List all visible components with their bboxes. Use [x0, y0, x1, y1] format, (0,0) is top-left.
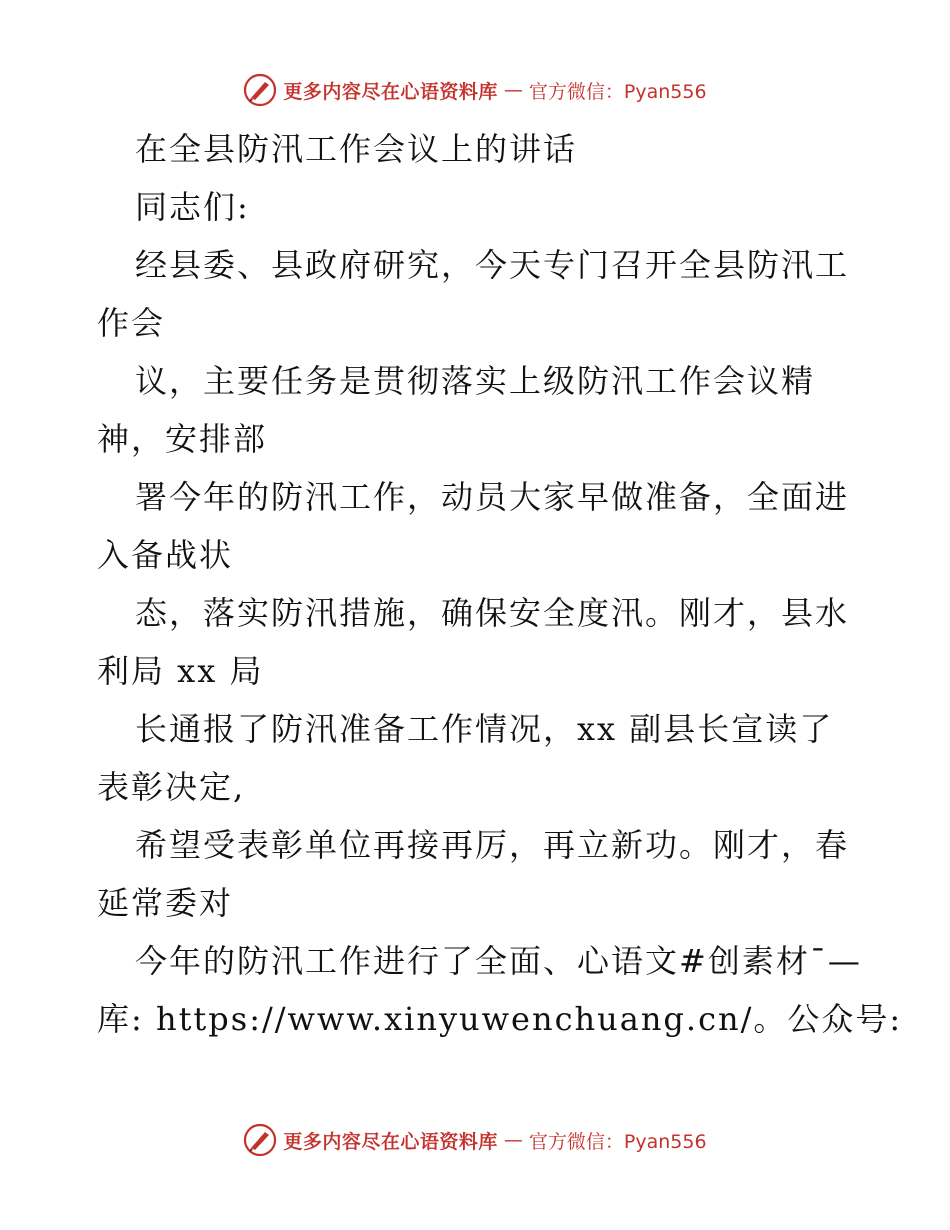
footer-watermark-banner [0, 1120, 950, 1160]
paragraph-line: 入备战状 [97, 536, 234, 574]
banner-separator: — [503, 79, 523, 101]
paragraph-line: 库: https://www.xinyuwenchuang.cn/。公众号: [97, 1000, 903, 1038]
paragraph-line: 神，安排部 [97, 420, 268, 458]
header-watermark-banner [0, 70, 950, 110]
banner-separator: — [503, 1129, 523, 1151]
paragraph-line: 表彰决定, [97, 768, 246, 806]
document-title: 在全县防汛工作会议上的讲话 [135, 130, 578, 168]
paragraph-line: 态，落实防汛措施，确保安全度汛。刚才，县水 [135, 594, 850, 632]
paragraph-line: 利局 xx 局 [97, 652, 264, 690]
banner-title: 更多内容尽在心语资料库 [283, 1130, 498, 1153]
paragraph-line: 作会 [97, 304, 166, 342]
salutation: 同志们: [135, 188, 250, 226]
paragraph-line: 延常委对 [97, 884, 234, 922]
banner-wechat-id: 官方微信：Pyan556 [528, 1130, 707, 1153]
paragraph-line: 议，主要任务是贯彻落实上级防汛工作会议精 [135, 362, 816, 400]
banner-title: 更多内容尽在心语资料库 [283, 80, 498, 103]
paragraph-line: 今年的防汛工作进行了全面、心语文#创素材¯— [135, 942, 862, 980]
paragraph-line: 署今年的防汛工作，动员大家早做准备，全面进 [135, 478, 850, 516]
paragraph-line: 经县委、县政府研究，今天专门召开全县防汛工 [135, 246, 850, 284]
paragraph-line: 希望受表彰单位再接再厉，再立新功。刚才，春 [135, 826, 850, 864]
quill-logo-icon [243, 73, 277, 107]
quill-logo-icon [243, 1123, 277, 1157]
document-body [97, 120, 903, 1048]
paragraph-line: 长通报了防汛准备工作情况，xx 副县长宣读了 [135, 710, 834, 748]
banner-wechat-id: 官方微信：Pyan556 [528, 80, 707, 103]
